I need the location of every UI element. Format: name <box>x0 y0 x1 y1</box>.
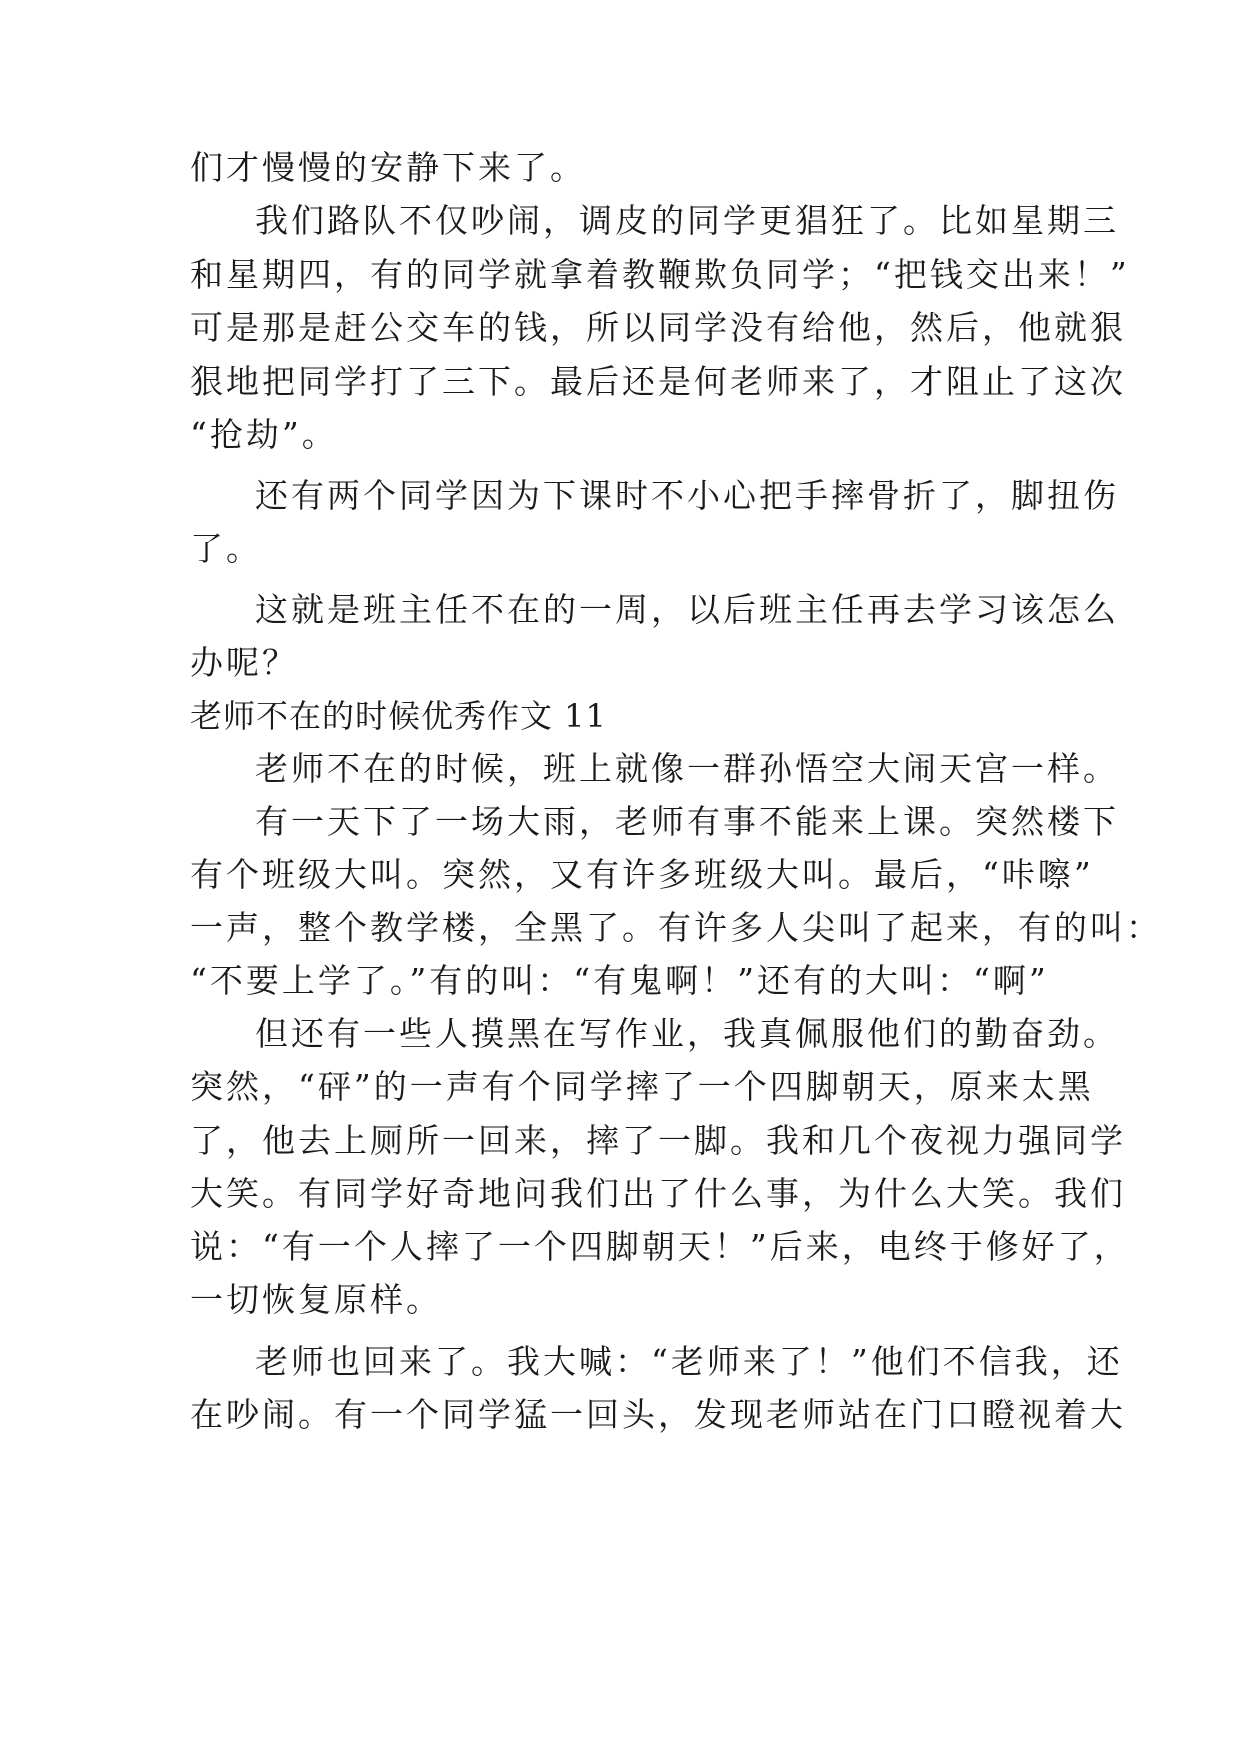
text-line: 说：“有一个人摔了一个四脚朝天！”后来，电终于修好了， <box>190 1227 1130 1266</box>
text-line: 但还有一些人摸黑在写作业，我真佩服他们的勤奋劲。 <box>255 1014 1119 1053</box>
text-line: 大笑。有同学好奇地问我们出了什么事，为什么大笑。我们 <box>190 1174 1126 1213</box>
text-line: 狠地把同学打了三下。最后还是何老师来了，才阻止了这次 <box>190 362 1126 401</box>
text-line: 突然，“砰”的一声有个同学摔了一个四脚朝天，原来太黑 <box>190 1067 1094 1106</box>
text-line: 有一天下了一场大雨，老师有事不能来上课。突然楼下 <box>255 802 1119 841</box>
text-line: 办呢？ <box>190 643 298 682</box>
text-line: “抢劫”。 <box>190 415 338 454</box>
text-line: 了，他去上厕所一回来，摔了一脚。我和几个夜视力强同学 <box>190 1121 1126 1160</box>
text-line: 还有两个同学因为下课时不小心把手摔骨折了，脚扭伤 <box>255 476 1119 515</box>
text-line: 老师不在的时候，班上就像一群孙悟空大闹天宫一样。 <box>255 749 1119 788</box>
text-line: 一切恢复原样。 <box>190 1280 442 1319</box>
text-line: 在吵闹。有一个同学猛一回头，发现老师站在门口瞪视着大 <box>190 1395 1126 1434</box>
text-line: 了。 <box>190 529 262 568</box>
text-line: 们才慢慢的安静下来了。 <box>190 148 586 187</box>
text-line: 可是那是赶公交车的钱，所以同学没有给他，然后，他就狠 <box>190 308 1126 347</box>
section-heading: 老师不在的时候优秀作文 11 <box>190 697 607 735</box>
text-line: 老师也回来了。我大喊：“老师来了！”他们不信我，还 <box>255 1342 1123 1381</box>
text-line: 有个班级大叫。突然，又有许多班级大叫。最后，“咔嚓” <box>190 855 1094 894</box>
text-line: 我们路队不仅吵闹，调皮的同学更猖狂了。比如星期三 <box>255 201 1119 240</box>
text-line: 这就是班主任不在的一周，以后班主任再去学习该怎么 <box>255 590 1119 629</box>
text-line: 一声，整个教学楼，全黑了。有许多人尖叫了起来，有的叫： <box>190 908 1162 947</box>
text-line: 和星期四，有的同学就拿着教鞭欺负同学；“把钱交出来！” <box>190 255 1130 294</box>
text-line: “不要上学了。”有的叫：“有鬼啊！”还有的大叫：“啊” <box>190 961 1049 1000</box>
